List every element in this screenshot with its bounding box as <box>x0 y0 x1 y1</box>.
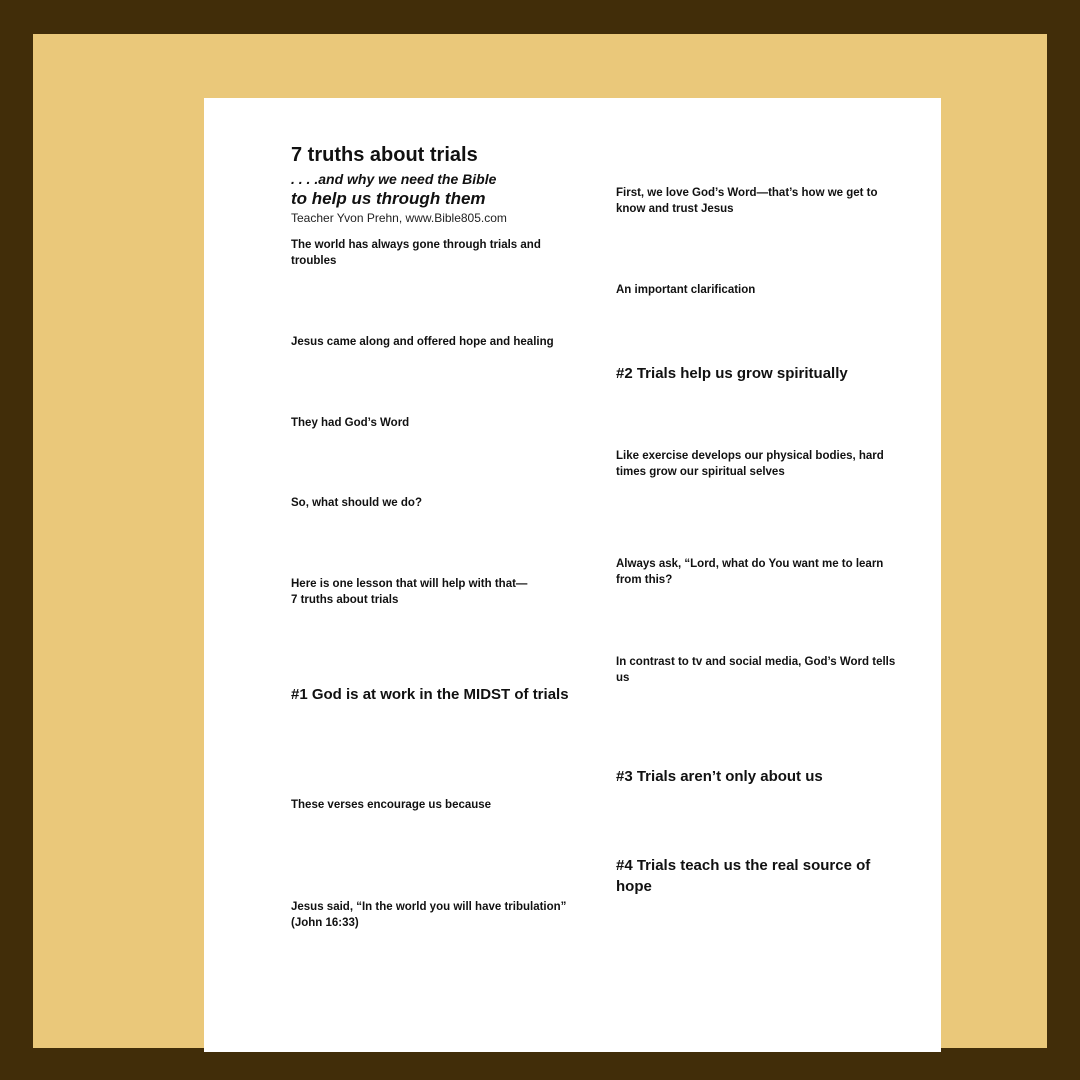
worksheet-title: 7 truths about trials <box>291 144 478 166</box>
heading-truth-2: #2 Trials help us grow spiritually <box>616 365 848 382</box>
teacher-credit: Teacher Yvon Prehn, www.Bible805.com <box>291 211 507 225</box>
worksheet-subtitle-line-1: . . . .and why we need the Bible <box>291 171 497 187</box>
note-clarification: An important clarification <box>616 284 756 296</box>
note-love-gods-word: First, we love God’s Word—that’s how we get to know and trust Jesus <box>616 187 878 215</box>
note-what-to-do: So, what should we do? <box>291 497 422 509</box>
note-seven-truths: 7 truths about trials <box>291 594 399 606</box>
note-in-contrast: In contrast to tv and social media, God’s Word tells us <box>616 656 896 684</box>
note-world-trials: The world has always gone through trials and troubles <box>291 239 541 267</box>
note-jesus-hope: Jesus came along and offered hope and healing <box>291 336 554 348</box>
worksheet-page <box>204 98 941 1052</box>
note-one-lesson: Here is one lesson that will help with that— <box>291 578 528 590</box>
note-john-16-33: Jesus said, “In the world you will have tribulation” (John 16:33) <box>291 901 567 929</box>
note-gods-word: They had God’s Word <box>291 417 410 429</box>
heading-truth-3: #3 Trials aren’t only about us <box>616 768 823 785</box>
heading-truth-1: #1 God is at work in the MIDST of trials <box>291 686 569 703</box>
worksheet-subtitle-line-2: to help us through them <box>291 189 486 208</box>
note-always-ask: Always ask, “Lord, what do You want me to learn from this? <box>616 558 884 586</box>
heading-truth-4: #4 Trials teach us the real source of hope <box>616 857 871 895</box>
background-mat <box>33 34 1047 1048</box>
note-exercise: Like exercise develops our physical bodies, hard times grow our spiritual selves <box>616 450 884 478</box>
note-verses-encourage: These verses encourage us because <box>291 799 492 811</box>
